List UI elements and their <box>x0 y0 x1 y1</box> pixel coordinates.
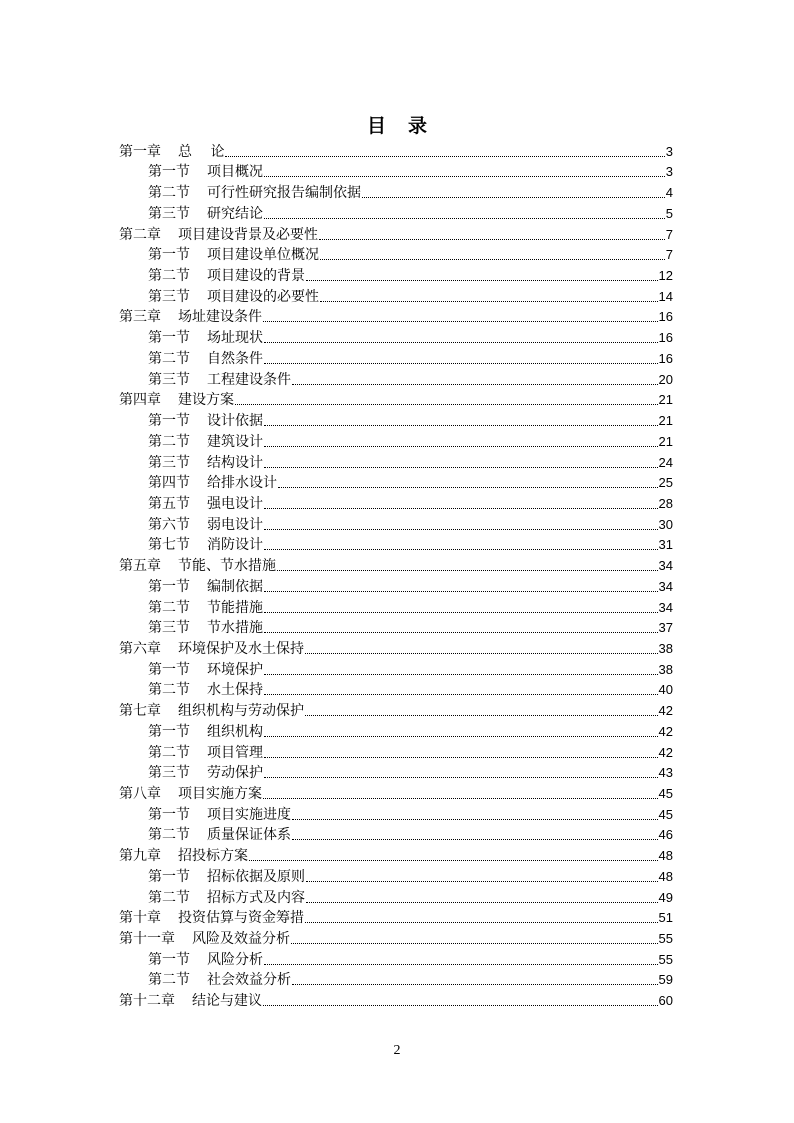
toc-dot-leader <box>306 280 658 281</box>
toc-chapter-entry[interactable] <box>119 698 673 719</box>
toc-entry-number: 第三节 <box>148 288 190 305</box>
toc-entry-title: 投资估算与资金筹措 <box>178 910 304 927</box>
toc-entry-label <box>148 206 263 222</box>
toc-page-number: 34 <box>658 558 673 574</box>
toc-dot-leader <box>264 508 658 509</box>
toc-entry-title: 招投标方案 <box>178 848 248 865</box>
toc-entry-label <box>148 827 291 843</box>
toc-chapter-entry[interactable] <box>119 843 673 864</box>
toc-entry-number: 第一节 <box>148 951 190 968</box>
toc-entry-label <box>148 496 263 512</box>
toc-page-number: 30 <box>658 516 673 532</box>
toc-entry-label <box>148 579 263 595</box>
toc-entry-label <box>148 164 263 180</box>
toc-entry-title: 场址现状 <box>207 330 263 347</box>
toc-section-entry[interactable] <box>119 616 673 637</box>
toc-page-number: 24 <box>658 454 673 470</box>
toc-entry-label <box>148 662 263 678</box>
toc-page-number: 31 <box>658 537 673 553</box>
toc-entry-label <box>148 724 263 740</box>
toc-entry-number: 第十一章 <box>119 931 175 948</box>
toc-entry-title: 环境保护及水土保持 <box>178 640 304 657</box>
footer-page-number: 2 <box>393 1043 401 1058</box>
toc-entry-label <box>119 392 234 408</box>
toc-entry-title: 总 论 <box>178 143 225 160</box>
toc-entry-title: 招标依据及原则 <box>207 868 305 885</box>
toc-entry-title: 质量保证体系 <box>207 827 291 844</box>
toc-entry-number: 第四章 <box>119 392 161 409</box>
toc-entry-title: 社会效益分析 <box>207 972 291 989</box>
toc-section-entry[interactable] <box>119 574 673 595</box>
toc-section-entry[interactable] <box>119 325 673 346</box>
toc-section-entry[interactable] <box>119 678 673 699</box>
toc-entry-title: 项目管理 <box>207 744 263 761</box>
toc-dot-leader <box>291 943 658 944</box>
toc-entry-label <box>119 309 262 325</box>
toc-entry-number: 第一节 <box>148 806 190 823</box>
toc-entry-label <box>119 993 262 1009</box>
toc-entry-number: 第三节 <box>148 371 190 388</box>
toc-entry-title: 节水措施 <box>207 620 263 637</box>
toc-entry-number: 第二节 <box>148 889 190 906</box>
toc-section-entry[interactable] <box>119 263 673 284</box>
page-title-char-1: 目 <box>366 115 386 137</box>
page-title-char-2: 录 <box>408 115 428 137</box>
toc-section-entry[interactable] <box>119 243 673 264</box>
toc-entry-label <box>148 869 305 885</box>
toc-entry-number: 第十章 <box>119 910 161 927</box>
toc-chapter-entry[interactable] <box>119 988 673 1009</box>
toc-page-number: 12 <box>658 268 673 284</box>
toc-entry-label <box>148 765 263 781</box>
toc-entry-title: 自然条件 <box>207 350 263 367</box>
toc-chapter-entry[interactable] <box>119 553 673 574</box>
toc-dot-leader <box>264 964 658 965</box>
toc-section-entry[interactable] <box>119 947 673 968</box>
toc-section-entry[interactable] <box>119 512 673 533</box>
toc-entry-title: 招标方式及内容 <box>207 889 305 906</box>
toc-entry-title: 编制依据 <box>207 578 263 595</box>
toc-entry-number: 第二节 <box>148 599 190 616</box>
toc-entry-number: 第一节 <box>148 578 190 595</box>
toc-page-number: 55 <box>658 931 673 947</box>
toc-entry-label <box>148 289 319 305</box>
toc-page-number: 51 <box>658 910 673 926</box>
toc-entry-label <box>148 600 263 616</box>
toc-entry-title: 节能、节水措施 <box>178 558 276 575</box>
toc-page-number: 40 <box>658 682 673 698</box>
toc-entry-title: 场址建设条件 <box>178 309 262 326</box>
toc-entry-title: 环境保护 <box>207 661 263 678</box>
toc-section-entry[interactable] <box>119 160 673 181</box>
toc-entry-number: 第二节 <box>148 682 190 699</box>
toc-page-number: 45 <box>658 786 673 801</box>
toc-dot-leader <box>278 487 658 488</box>
toc-entry-number: 第二节 <box>148 972 190 989</box>
toc-entry-label <box>148 372 291 388</box>
toc-chapter-entry[interactable] <box>119 906 673 927</box>
toc-entry-title: 可行性研究报告编制依据 <box>207 185 361 202</box>
toc-section-entry[interactable] <box>119 180 673 201</box>
toc-entry-number: 第六节 <box>148 516 190 533</box>
toc-entry-label <box>119 703 304 719</box>
toc-entry-label <box>119 227 318 243</box>
toc-dot-leader <box>263 1005 658 1006</box>
toc-dot-leader <box>306 902 658 903</box>
toc-entry-title: 项目概况 <box>207 164 263 181</box>
toc-dot-leader <box>225 156 664 157</box>
toc-dot-leader <box>305 922 658 923</box>
toc-entry-number: 第五节 <box>148 495 190 512</box>
toc-dot-leader <box>306 881 658 882</box>
toc-section-entry[interactable] <box>119 968 673 989</box>
toc-entry-number: 第一节 <box>148 868 190 885</box>
toc-entry-title: 设计依据 <box>207 413 263 430</box>
toc-page-number: 60 <box>658 993 673 1009</box>
toc-entry-label <box>119 558 276 574</box>
toc-section-entry[interactable] <box>119 284 673 305</box>
toc-chapter-entry[interactable] <box>119 926 673 947</box>
toc-entry-title: 强电设计 <box>207 495 263 512</box>
toc-page-number: 48 <box>658 868 673 884</box>
toc-chapter-entry[interactable] <box>119 781 673 802</box>
toc-chapter-entry[interactable] <box>119 139 673 160</box>
toc-page-number: 34 <box>658 599 673 615</box>
toc-entry-number: 第三节 <box>148 205 190 222</box>
toc-chapter-entry[interactable] <box>119 222 673 243</box>
toc-dot-leader <box>235 404 658 405</box>
toc-dot-leader <box>264 757 658 758</box>
toc-page-number: 48 <box>658 848 673 864</box>
toc-page-number: 49 <box>658 889 673 905</box>
toc-entry-title: 项目建设的背景 <box>207 268 305 285</box>
toc-dot-leader <box>249 860 658 861</box>
toc-page-number: 43 <box>658 765 673 781</box>
toc-section-entry[interactable] <box>119 823 673 844</box>
toc-entry-title: 建筑设计 <box>207 433 263 450</box>
toc-entry-title: 劳动保护 <box>207 765 263 782</box>
toc-entry-label <box>119 144 224 160</box>
toc-entry-title: 给排水设计 <box>207 475 277 492</box>
toc-entry-title: 项目建设单位概况 <box>207 247 319 264</box>
toc-dot-leader <box>264 446 658 447</box>
toc-entry-label <box>148 434 263 450</box>
toc-page-number: 7 <box>665 226 673 242</box>
toc-entry-title: 风险及效益分析 <box>192 931 290 948</box>
toc-dot-leader <box>264 591 658 592</box>
toc-dot-leader <box>264 632 658 633</box>
toc-entry-title: 结论与建议 <box>192 993 262 1010</box>
toc-page-number: 38 <box>658 640 673 656</box>
toc-dot-leader <box>264 612 658 613</box>
toc-chapter-entry[interactable] <box>119 388 673 409</box>
toc-dot-leader <box>305 715 658 716</box>
toc-entry-label <box>148 682 263 698</box>
toc-entry-number: 第六章 <box>119 640 161 657</box>
toc-entry-number: 第三节 <box>148 454 190 471</box>
toc-entry-number: 第二节 <box>148 433 190 450</box>
toc-entry-number: 第三节 <box>148 765 190 782</box>
toc-dot-leader <box>264 736 658 737</box>
toc-entry-title: 水土保持 <box>207 682 263 699</box>
toc-section-entry[interactable] <box>119 491 673 512</box>
toc-section-entry[interactable] <box>119 761 673 782</box>
toc-dot-leader <box>263 321 658 322</box>
toc-dot-leader <box>292 819 658 820</box>
toc-entry-number: 第十二章 <box>119 993 175 1010</box>
toc-entry-title: 项目建设的必要性 <box>207 288 319 305</box>
toc-dot-leader <box>264 777 658 778</box>
toc-section-entry[interactable] <box>119 595 673 616</box>
toc-dot-leader <box>362 197 665 198</box>
toc-section-entry[interactable] <box>119 429 673 450</box>
toc-section-entry[interactable] <box>119 450 673 471</box>
toc-entry-number: 第二节 <box>148 268 190 285</box>
toc-entry-title: 工程建设条件 <box>207 371 291 388</box>
toc-section-entry[interactable] <box>119 885 673 906</box>
toc-entry-title: 组织机构与劳动保护 <box>178 703 304 720</box>
toc-dot-leader <box>305 653 658 654</box>
toc-page-number: 42 <box>658 703 673 719</box>
toc-section-entry[interactable] <box>119 471 673 492</box>
toc-page-number: 59 <box>658 972 673 988</box>
toc-entry-title: 节能措施 <box>207 599 263 616</box>
toc-page-number: 16 <box>658 309 673 325</box>
toc-page-number: 14 <box>658 288 673 304</box>
toc-entry-title: 消防设计 <box>207 537 263 554</box>
toc-page-number: 37 <box>658 620 673 636</box>
toc-page-number: 34 <box>658 578 673 594</box>
toc-dot-leader <box>264 176 665 177</box>
toc-entry-number: 第二节 <box>148 185 190 202</box>
toc-entry-label <box>148 475 277 491</box>
toc-entry-number: 第一节 <box>148 661 190 678</box>
toc-section-entry[interactable] <box>119 408 673 429</box>
toc-dot-leader <box>319 239 665 240</box>
toc-dot-leader <box>264 694 658 695</box>
toc-entry-label <box>148 413 263 429</box>
toc-section-entry[interactable] <box>119 719 673 740</box>
toc-entry-number: 第一节 <box>148 247 190 264</box>
toc-entry-label <box>148 185 361 201</box>
toc-dot-leader <box>264 467 658 468</box>
toc-entry-number: 第一章 <box>119 143 161 160</box>
toc-page-number: 21 <box>658 392 673 408</box>
toc-dot-leader <box>277 570 658 571</box>
toc-entry-label <box>119 931 290 947</box>
toc-entry-title: 项目实施进度 <box>207 806 291 823</box>
toc-dot-leader <box>264 425 658 426</box>
toc-entry-title: 弱电设计 <box>207 516 263 533</box>
toc-page-number: 5 <box>665 205 673 221</box>
toc-page-number: 16 <box>658 350 673 366</box>
toc-entry-number: 第二节 <box>148 827 190 844</box>
toc-dot-leader <box>320 301 658 302</box>
toc-page-number: 3 <box>665 143 673 159</box>
toc-entry-label <box>119 910 304 926</box>
toc-entry-number: 第七章 <box>119 703 161 720</box>
toc-dot-leader <box>264 529 658 530</box>
toc-dot-leader <box>264 342 658 343</box>
toc-entry-label <box>148 351 263 367</box>
toc-dot-leader <box>292 839 658 840</box>
toc-entry-number: 第一节 <box>148 164 190 181</box>
toc-page-number: 4 <box>665 185 673 201</box>
toc-section-entry[interactable] <box>119 802 673 823</box>
toc-entry-title: 建设方案 <box>178 392 234 409</box>
toc-section-entry[interactable] <box>119 346 673 367</box>
toc-dot-leader <box>320 259 665 260</box>
toc-section-entry[interactable] <box>119 367 673 388</box>
toc-entry-title: 组织机构 <box>207 723 263 740</box>
toc-entry-number: 第二节 <box>148 350 190 367</box>
toc-entry-title: 结构设计 <box>207 454 263 471</box>
toc-page-number: 42 <box>658 744 673 760</box>
toc-section-entry[interactable] <box>119 740 673 761</box>
toc-section-entry[interactable] <box>119 533 673 554</box>
toc-entry-title: 研究结论 <box>207 205 263 222</box>
toc-page-number: 25 <box>658 475 673 491</box>
toc-entry-number: 第三节 <box>148 620 190 637</box>
toc-section-entry[interactable] <box>119 201 673 222</box>
toc-entry-label <box>148 745 263 761</box>
toc-entry-number: 第三章 <box>119 309 161 326</box>
toc-entry-label <box>148 890 305 906</box>
toc-section-entry[interactable] <box>119 864 673 885</box>
toc-chapter-entry[interactable] <box>119 305 673 326</box>
toc-chapter-entry[interactable] <box>119 636 673 657</box>
toc-dot-leader <box>292 384 658 385</box>
toc-entry-label <box>148 247 319 263</box>
page-title <box>0 111 794 138</box>
toc-dot-leader <box>264 674 658 675</box>
toc-entry-number: 第一节 <box>148 330 190 347</box>
toc-entry-label <box>148 537 263 553</box>
toc-entry-label <box>119 641 304 657</box>
toc-page-number: 46 <box>658 827 673 843</box>
toc-entry-label <box>119 848 248 864</box>
toc-entry-number: 第四节 <box>148 475 190 492</box>
toc-dot-leader <box>264 218 665 219</box>
toc-entry-label <box>148 972 291 988</box>
toc-page-number: 55 <box>658 951 673 967</box>
toc-entry-title: 项目建设背景及必要性 <box>178 226 318 243</box>
toc-entry-number: 第二章 <box>119 226 161 243</box>
toc-page-number: 16 <box>658 330 673 346</box>
toc-entry-number: 第五章 <box>119 558 161 575</box>
toc-entry-title: 项目实施方案 <box>178 786 262 802</box>
table-of-contents <box>119 139 673 1009</box>
toc-entry-number: 第二节 <box>148 744 190 761</box>
toc-entry-label <box>148 620 263 636</box>
toc-page-number: 28 <box>658 495 673 511</box>
toc-entry-label <box>148 455 263 471</box>
toc-page-number: 3 <box>665 164 673 180</box>
toc-page-number: 38 <box>658 661 673 677</box>
toc-entry-label <box>148 517 263 533</box>
toc-dot-leader <box>264 549 658 550</box>
toc-page-number: 20 <box>658 371 673 387</box>
toc-entry-label <box>119 786 262 802</box>
toc-entry-number: 第一节 <box>148 723 190 740</box>
toc-entry-label <box>148 268 305 284</box>
toc-entry-number: 第八章 <box>119 786 161 802</box>
toc-page-number: 42 <box>658 723 673 739</box>
toc-page-number: 21 <box>658 413 673 429</box>
toc-entry-label <box>148 807 291 823</box>
toc-entry-number: 第七节 <box>148 537 190 554</box>
toc-dot-leader <box>292 984 658 985</box>
toc-page-number: 21 <box>658 433 673 449</box>
toc-entry-number: 第九章 <box>119 848 161 865</box>
toc-section-entry[interactable] <box>119 657 673 678</box>
toc-dot-leader <box>263 798 658 799</box>
toc-entry-label <box>148 952 263 968</box>
toc-entry-number: 第一节 <box>148 413 190 430</box>
toc-page-number: 7 <box>665 247 673 263</box>
toc-entry-label <box>148 330 263 346</box>
toc-dot-leader <box>264 363 658 364</box>
toc-page-number: 45 <box>658 806 673 822</box>
toc-entry-title: 风险分析 <box>207 951 263 968</box>
